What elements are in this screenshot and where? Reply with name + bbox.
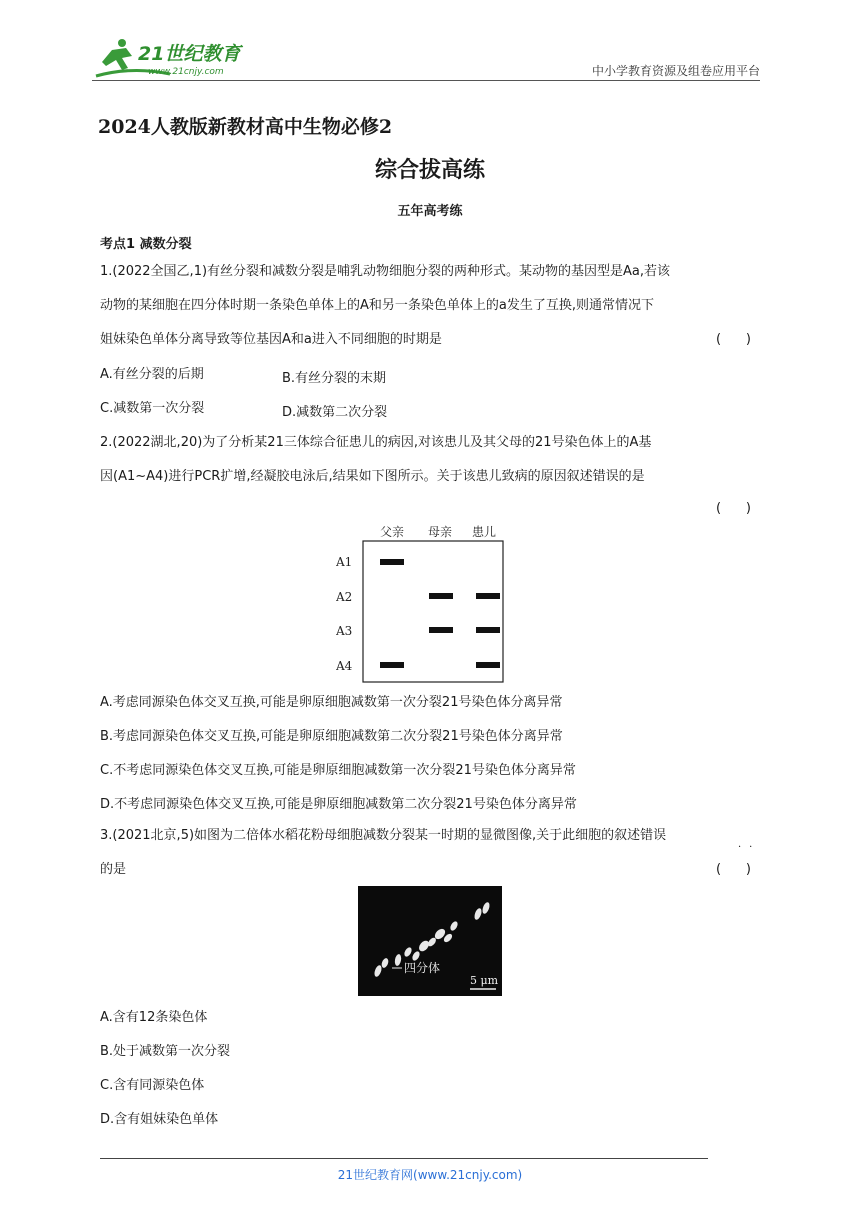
gel-band: [429, 627, 453, 633]
gel-row-a3: A3: [336, 624, 353, 638]
gel-col-child: 患儿: [472, 525, 497, 539]
emphasis-dots: ··: [738, 842, 761, 853]
header-divider: [92, 80, 760, 81]
gel-row-a1: A1: [336, 555, 353, 569]
gel-col-mother: 母亲: [428, 525, 453, 539]
q1-stem-line: 姐妹染色单体分离导致等位基因A和a进入不同细胞的时期是: [100, 332, 442, 347]
q3-option-d: D.含有姐妹染色单体: [100, 1112, 219, 1127]
document-title: 2024人教版新教材高中生物必修2: [98, 116, 393, 138]
electrophoresis-figure: [336, 524, 506, 684]
topic-heading: 考点1 减数分裂: [100, 237, 192, 252]
q3-stem-line: 的是: [100, 862, 127, 877]
gel-col-father: 父亲: [380, 525, 405, 539]
q1-answer-bracket: ( ): [716, 332, 751, 347]
gel-band: [476, 593, 500, 599]
q1-option-b: B.有丝分裂的末期: [282, 371, 387, 386]
q3-option-a: A.含有12条染色体: [100, 1010, 208, 1025]
section-subtitle: 五年高考练: [397, 204, 463, 219]
q1-option-c: C.减数第一次分裂: [100, 401, 205, 416]
q2-stem-line: 2.(2022湖北,20)为了分析某21三体综合征患儿的病因,对该患儿及其父母的21号染色体上的A基: [100, 435, 652, 450]
tetrad-label: 四分体: [404, 961, 441, 975]
q2-option-b: B.考虑同源染色体交叉互换,可能是卵原细胞减数第二次分裂21号染色体分离异常: [100, 729, 563, 744]
gel-band: [429, 593, 453, 599]
gel-band: [380, 559, 404, 565]
q2-stem-line: 因(A1~A4)进行PCR扩增,经凝胶电泳后,结果如下图所示。关于该患儿致病的原因叙述错误的是: [100, 469, 645, 484]
footer-divider: [100, 1158, 708, 1159]
gel-bands: [380, 559, 500, 668]
footer-link[interactable]: 21世纪教育网(www.21cnjy.com): [337, 1168, 523, 1182]
q1-option-a: A.有丝分裂的后期: [100, 367, 204, 382]
gel-row-a4: A4: [336, 659, 353, 673]
q1-stem-line: 动物的某细胞在四分体时期一条染色单体上的A和另一条染色单体上的a发生了互换,则通常情况下: [100, 298, 654, 313]
q3-stem-line: [100, 828, 666, 844]
q3-option-c: C.含有同源染色体: [100, 1078, 205, 1093]
section-title: 综合拔高练: [374, 158, 485, 183]
q2-option-c: C.不考虑同源染色体交叉互换,可能是卵原细胞减数第一次分裂21号染色体分离异常: [100, 763, 576, 778]
logo-text: 21世纪教育: [138, 43, 241, 65]
scale-bar-label: 5 μm: [470, 974, 499, 987]
gel-band: [476, 662, 500, 668]
platform-name: 中小学教育资源及组卷应用平台: [591, 64, 760, 78]
gel-band: [476, 627, 500, 633]
q2-option-a: A.考虑同源染色体交叉互换,可能是卵原细胞减数第一次分裂21号染色体分离异常: [100, 695, 563, 710]
logo-url: www.21cnjy.com: [148, 67, 224, 77]
q1-stem-line: 1.(2022全国乙,1)有丝分裂和减数分裂是哺乳动物细胞分裂的两种形式。某动物的基因型是Aa,若该: [100, 264, 671, 279]
q1-option-d: D.减数第二次分裂: [282, 405, 388, 420]
q3-option-b: B.处于减数第一次分裂: [100, 1044, 231, 1059]
gel-row-a2: A2: [336, 590, 353, 604]
q2-answer-bracket: ( ): [716, 501, 751, 516]
site-logo: [92, 36, 262, 80]
gel-band: [380, 662, 404, 668]
q3-answer-bracket: ( ): [716, 862, 751, 877]
q3-stem-text: 3.(2021北京,5)如图为二倍体水稻花粉母细胞减数分裂某一时期的显微图像,关于此细胞的叙述错误: [100, 828, 667, 843]
q2-option-d: D.不考虑同源染色体交叉互换,可能是卵原细胞减数第二次分裂21号染色体分离异常: [100, 797, 577, 812]
micrograph-image: [358, 886, 502, 996]
